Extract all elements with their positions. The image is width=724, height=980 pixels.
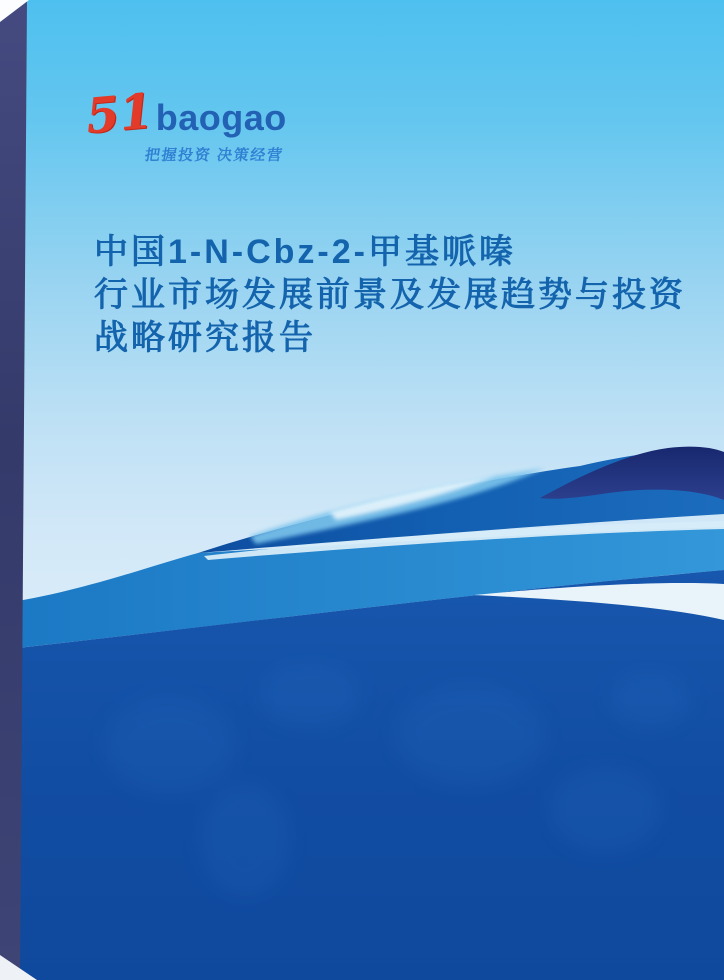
report-title <box>94 231 686 360</box>
logo-baogao-text: baogao <box>155 97 287 138</box>
logo-51-mark: 51 <box>83 83 156 145</box>
brand-logo <box>83 83 287 165</box>
report-title-line-2: 行业市场发展前景及发展趋势与投资 <box>94 276 686 314</box>
report-title-line-1: 中国1-N-Cbz-2-甲基哌嗪 <box>94 233 516 271</box>
brand-tagline: 把握投资 决策经营 <box>143 147 285 164</box>
report-title-line-3: 战略研究报告 <box>94 319 316 357</box>
logo-wordmark <box>83 83 287 145</box>
